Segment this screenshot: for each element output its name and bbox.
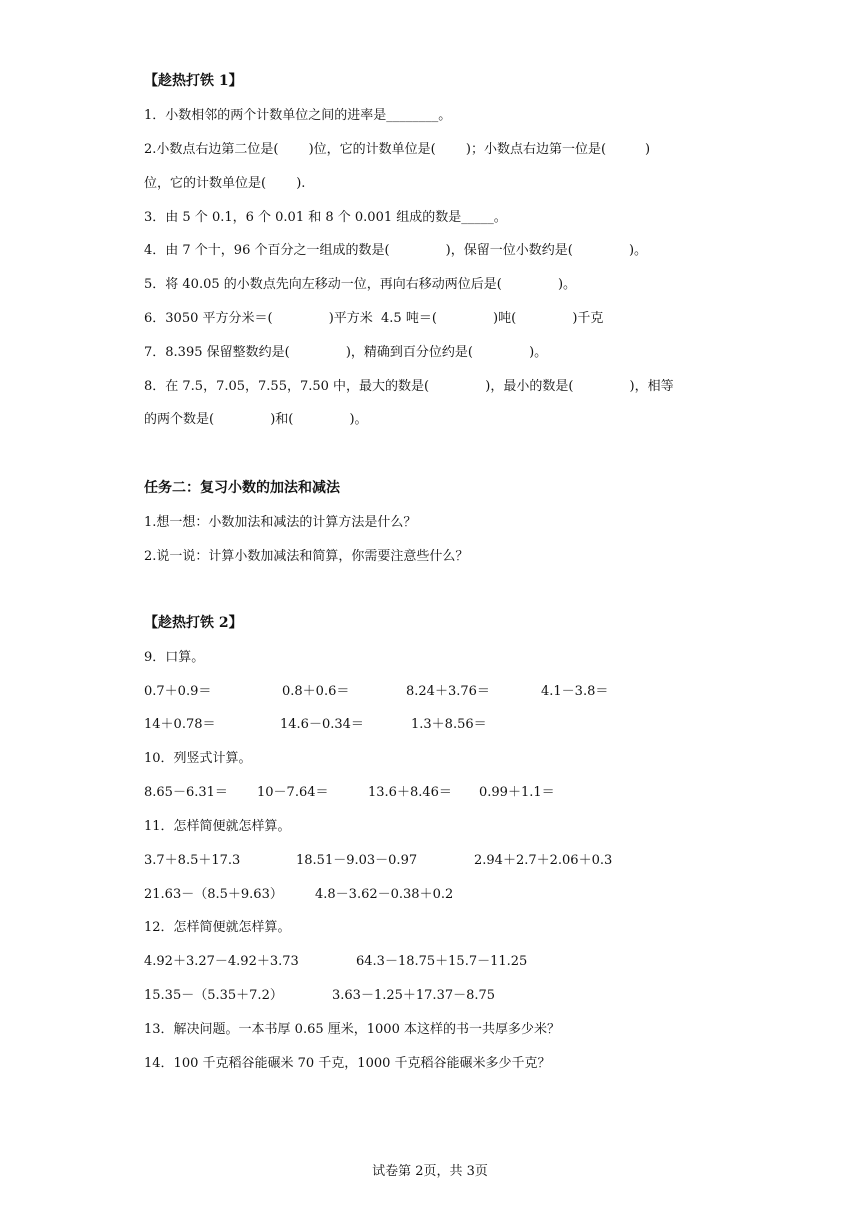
simplify-item: 15.35－（5.35＋7.2） — [144, 988, 283, 1003]
question-14: 14．100 千克稻谷能碾米 70 千克，1000 千克稻谷能碾米多少千克？ — [144, 1056, 551, 1071]
vertical-calc-item: 0.99＋1.1＝ — [479, 785, 555, 800]
oral-calc-item: 14.6－0.34＝ — [280, 717, 364, 732]
question-11-row2 — [144, 886, 454, 904]
page-footer: 试卷第 2页，共 3页 — [372, 1164, 488, 1179]
task2-think: 1.想一想：小数加法和减法的计算方法是什么？ — [144, 515, 417, 530]
question-7: 7．8.395 保留整数约是( )，精确到百分位约是( )。 — [144, 345, 548, 360]
simplify-item: 4.92＋3.27－4.92＋3.73 — [144, 954, 299, 969]
question-9-row1 — [144, 683, 609, 701]
oral-calc-item: 0.8＋0.6＝ — [282, 684, 350, 699]
question-10-row — [144, 784, 555, 802]
simplify-item: 3.7＋8.5＋17.3 — [144, 853, 241, 868]
simplify-item: 3.63－1.25＋17.37－8.75 — [332, 988, 496, 1003]
question-8-line1: 8．在 7.5，7.05，7.55，7.50 中，最大的数是( )，最小的数是( )，相等 — [144, 379, 674, 394]
simplify-item: 18.51－9.03－0.97 — [296, 853, 418, 868]
simplify-item: 64.3－18.75＋15.7－11.25 — [356, 954, 528, 969]
oral-calc-item: 1.3＋8.56＝ — [411, 717, 487, 732]
simplify-item: 4.8－3.62－0.38＋0.2 — [315, 887, 454, 902]
question-12-row2 — [144, 987, 496, 1005]
question-5: 5．将 40.05 的小数点先向左移动一位，再向右移动两位后是( )。 — [144, 277, 577, 292]
question-12-row1 — [144, 953, 528, 971]
oral-calc-item: 8.24＋3.76＝ — [406, 684, 490, 699]
vertical-calc-item: 10－7.64＝ — [257, 785, 329, 800]
question-9-row2 — [144, 716, 487, 734]
question-9: 9．口算。 — [144, 650, 205, 665]
vertical-calc-item: 8.65－6.31＝ — [144, 785, 228, 800]
oral-calc-item: 0.7＋0.9＝ — [144, 684, 212, 699]
question-4: 4．由 7 个十，96 个百分之一组成的数是( )，保留一位小数约是( )。 — [144, 243, 648, 258]
section1-heading: 【趁热打铁 1】 — [144, 73, 243, 89]
task2-heading: 任务二：复习小数的加法和减法 — [144, 480, 340, 496]
question-2-line1: 2.小数点右边第二位是( )位，它的计数单位是( )；小数点右边第一位是( ) — [144, 142, 651, 157]
question-3: 3．由 5 个 0.1，6 个 0.01 和 8 个 0.001 组成的数是_____。 — [144, 210, 507, 225]
oral-calc-item: 4.1－3.8＝ — [541, 684, 609, 699]
simplify-item: 2.94＋2.7＋2.06＋0.3 — [474, 853, 613, 868]
section2-heading: 【趁热打铁 2】 — [144, 615, 243, 631]
oral-calc-item: 14＋0.78＝ — [144, 717, 216, 732]
question-12: 12．怎样简便就怎样算。 — [144, 920, 291, 935]
question-10: 10．列竖式计算。 — [144, 751, 252, 766]
question-1: 1．小数相邻的两个计数单位之间的进率是________。 — [144, 108, 452, 123]
question-6: 6．3050 平方分米＝( )平方米 4.5 吨＝( )吨( )千克 — [144, 311, 604, 326]
question-11: 11．怎样简便就怎样算。 — [144, 819, 291, 834]
question-8-line2: 的两个数是( )和( )。 — [144, 412, 368, 427]
question-11-row1 — [144, 852, 613, 870]
task2-say: 2.说一说：计算小数加减法和简算，你需要注意些什么？ — [144, 549, 469, 564]
vertical-calc-item: 13.6＋8.46＝ — [368, 785, 452, 800]
question-2-line2: 位，它的计数单位是( ). — [144, 176, 306, 191]
question-13: 13．解决问题。一本书厚 0.65 厘米，1000 本这样的书一共厚多少米？ — [144, 1022, 560, 1037]
simplify-item: 21.63－（8.5＋9.63） — [144, 887, 283, 902]
